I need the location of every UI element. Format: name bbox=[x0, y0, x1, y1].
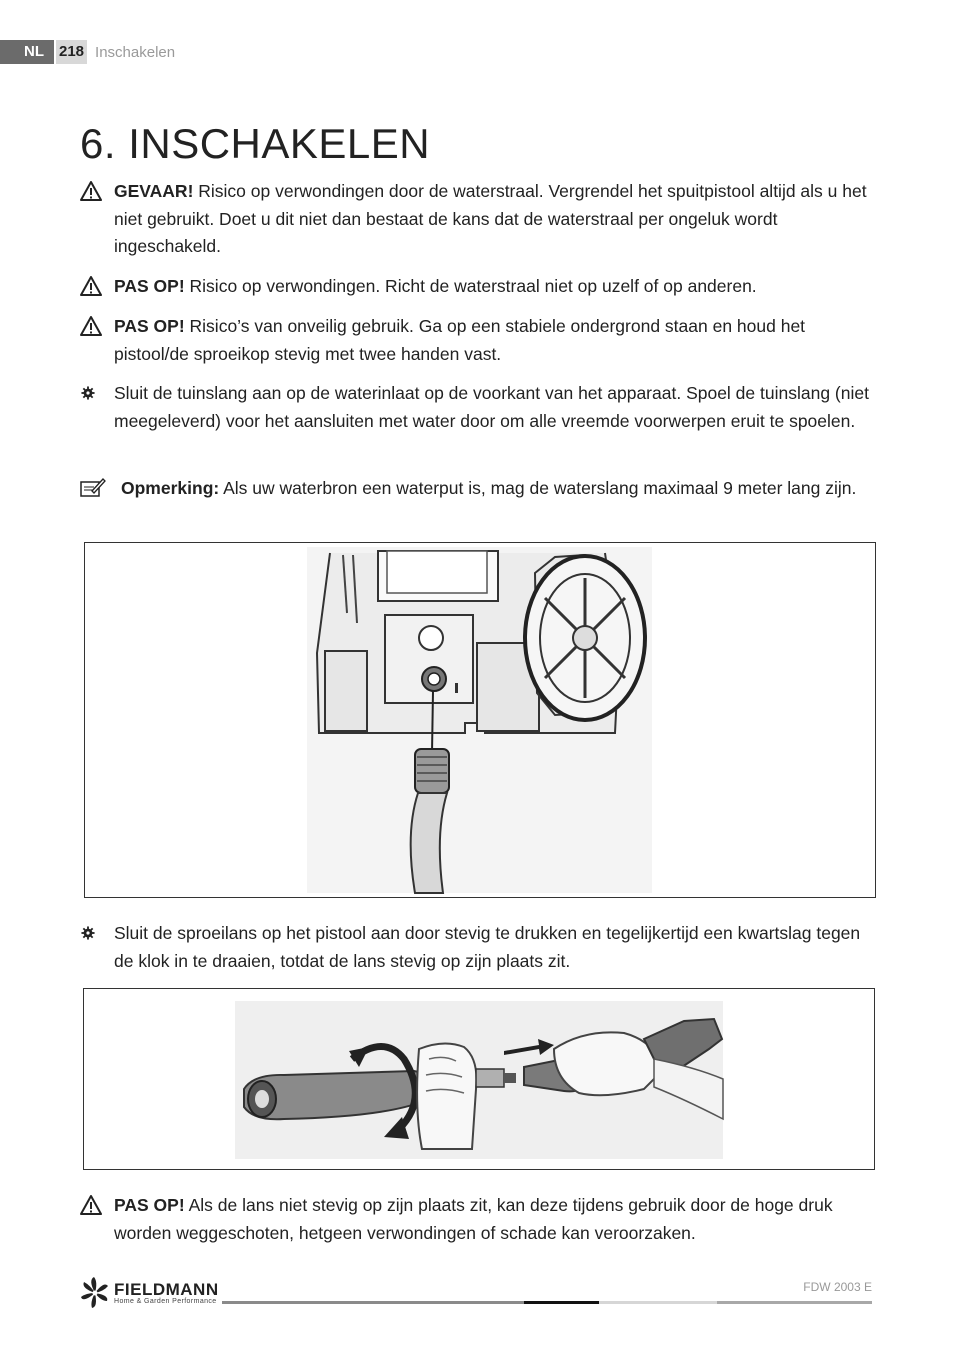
brand-name: FIELDMANN bbox=[114, 1279, 219, 1299]
note-block bbox=[80, 475, 870, 503]
gear-bullet-icon bbox=[80, 925, 96, 941]
section-name: Inschakelen bbox=[95, 43, 176, 61]
model-number: FDW 2003 E bbox=[803, 1280, 872, 1294]
warning-triangle-icon bbox=[80, 275, 102, 297]
warning-text: Risico op verwondingen door de waterstraal. Vergrendel het spuitpistool altijd als u het niet gebruikt. Doet u dit niet dan bestaat de kans dat de waterstraal per ongeluk wordt ingeschakeld. bbox=[114, 181, 867, 256]
figure-hose-connection bbox=[84, 542, 876, 898]
page-header bbox=[0, 40, 175, 64]
warning-caution bbox=[80, 273, 870, 301]
note-text: Als uw waterbron een waterput is, mag de waterslang maximaal 9 meter lang zijn. bbox=[219, 478, 857, 498]
page-title: 6. INSCHAKELEN bbox=[80, 120, 431, 167]
brand-logo bbox=[80, 1276, 219, 1310]
warning-triangle-icon bbox=[80, 315, 102, 337]
step-item bbox=[80, 380, 870, 435]
brand-tagline: Home & Garden Performance bbox=[114, 1297, 217, 1305]
footer-bar-segment bbox=[717, 1301, 872, 1304]
page-number: 218 bbox=[56, 40, 87, 64]
pressure-washer-inlet-illustration bbox=[85, 543, 875, 897]
figure-lance-connection bbox=[83, 988, 875, 1170]
warning-text: Risico op verwondingen. Richt de waterstraal niet op uzelf of op anderen. bbox=[184, 276, 757, 296]
warning-text: Risico’s van onveilig gebruik. Ga op een stabiele ondergrond staan en houd het pistool/de sproeikop stevig met twee handen vast. bbox=[114, 316, 806, 364]
warning-label: PAS OP! bbox=[114, 276, 185, 296]
lance-attach-illustration bbox=[84, 989, 874, 1169]
footer-bar-segment bbox=[599, 1301, 717, 1304]
warning-caution bbox=[80, 313, 870, 368]
warning-label: PAS OP! bbox=[114, 1195, 185, 1215]
footer-bar-segment bbox=[222, 1301, 524, 1304]
warning-caution-final bbox=[80, 1192, 870, 1247]
step-text: Sluit de tuinslang aan op de waterinlaat op de voorkant van het apparaat. Spoel de tuinslang (niet meegeleverd) voor het aansluiten met water door om alle vreemde voorwerpen eruit te spoelen. bbox=[114, 383, 869, 431]
fieldmann-fan-icon bbox=[80, 1276, 110, 1310]
warning-label: GEVAAR! bbox=[114, 181, 194, 201]
warning-label: PAS OP! bbox=[114, 316, 185, 336]
warning-text: Als de lans niet stevig op zijn plaats zit, kan deze tijdens gebruik door de hoge druk worden weggeschoten, hetgeen verwondingen of schade kan veroorzaken. bbox=[114, 1195, 833, 1243]
note-pencil-icon bbox=[80, 477, 106, 499]
step-item bbox=[80, 920, 870, 975]
note-label: Opmerking: bbox=[121, 478, 220, 498]
warning-danger bbox=[80, 178, 870, 261]
step-text: Sluit de sproeilans op het pistool aan door stevig te drukken en tegelijkertijd een kwartslag tegen de klok in te draaien, totdat de lans stevig op zijn plaats zit. bbox=[114, 923, 861, 971]
gear-bullet-icon bbox=[80, 385, 96, 401]
warning-triangle-icon bbox=[80, 180, 102, 202]
language-badge: NL bbox=[0, 40, 54, 64]
footer-bar-segment bbox=[524, 1301, 599, 1304]
warning-triangle-icon bbox=[80, 1194, 102, 1216]
